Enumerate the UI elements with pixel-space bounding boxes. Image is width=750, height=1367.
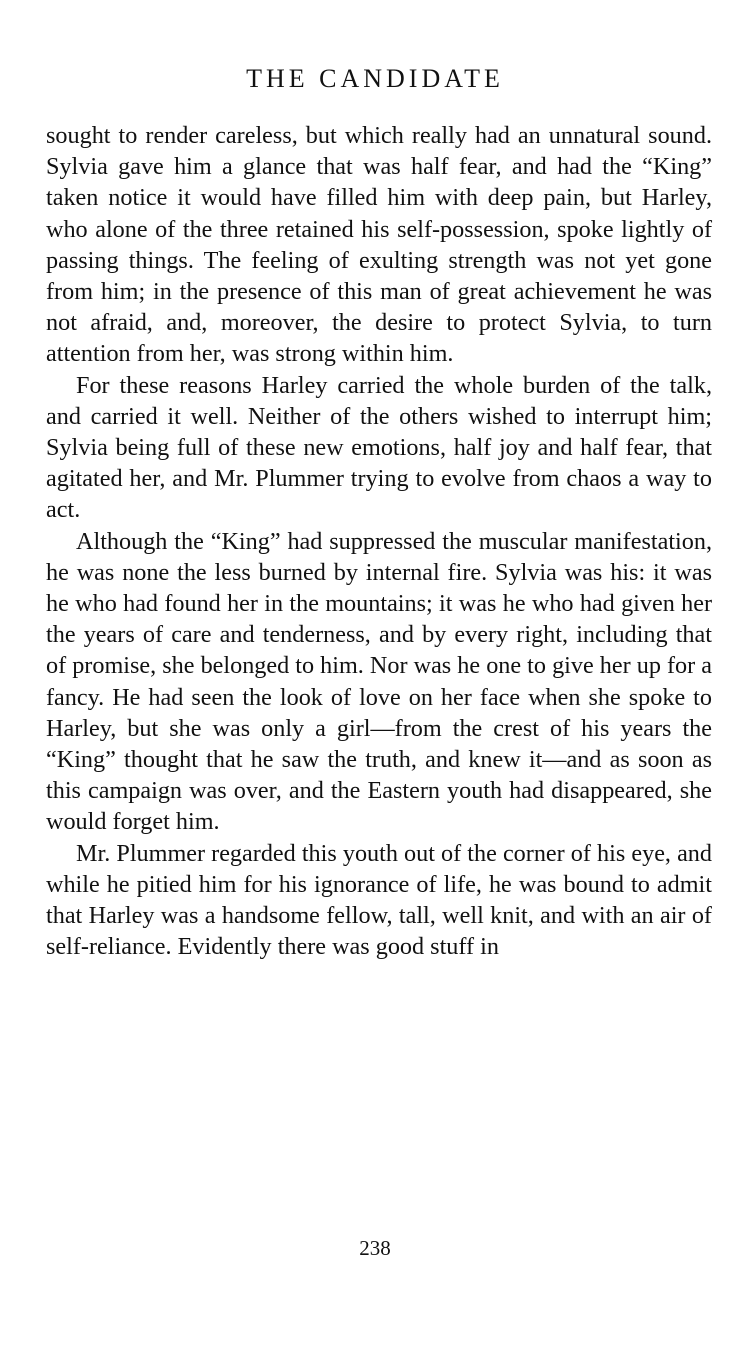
- running-head: THE CANDIDATE: [246, 64, 504, 93]
- paragraph-2: For these reasons Harley carried the whole burden of the talk, and carried it well. Neither of the others wished to interrupt him; Sylvia being full of these new emotions, half joy and half fear, that agitated her, and Mr. Plummer trying to evolve from chaos a way to act.: [46, 371, 712, 524]
- body-text: [46, 120, 712, 962]
- page-number: 238: [359, 1236, 391, 1260]
- paragraph-3: Although the “King” had suppressed the muscular manifestation, he was none the less burned by internal fire. Sylvia was his: it was he who had found her in the mountains; it was he who had given her the years of care and tenderness, and by every right, including that of promise, she belonged to him. Nor was he one to give her up for a fancy. He had seen the look of love on her face when she spoke to Harley, but she was only a girl—from the crest of his years the “King” thought that he saw the truth, and knew it—and as soon as this campaign was over, and the Eastern youth had disappeared, she would forget him.: [46, 527, 712, 836]
- paragraph-1: sought to render careless, but which really had an unnatural sound. Sylvia gave him a glance that was half fear, and had the “King” taken notice it would have filled him with deep pain, but Harley, who alone of the three retained his self-possession, spoke lightly of passing things. The feeling of exulting strength was not yet gone from him; in the presence of this man of great achievement he was not afraid, and, moreover, the desire to protect Sylvia, to turn attention from her, was strong within him.: [46, 122, 712, 368]
- paragraph-4: Mr. Plummer regarded this youth out of the corner of his eye, and while he pitied him for his ignorance of life, he was bound to admit that Harley was a handsome fellow, tall, well knit, and with an air of self-reliance. Evidently there was good stuff in: [46, 839, 712, 961]
